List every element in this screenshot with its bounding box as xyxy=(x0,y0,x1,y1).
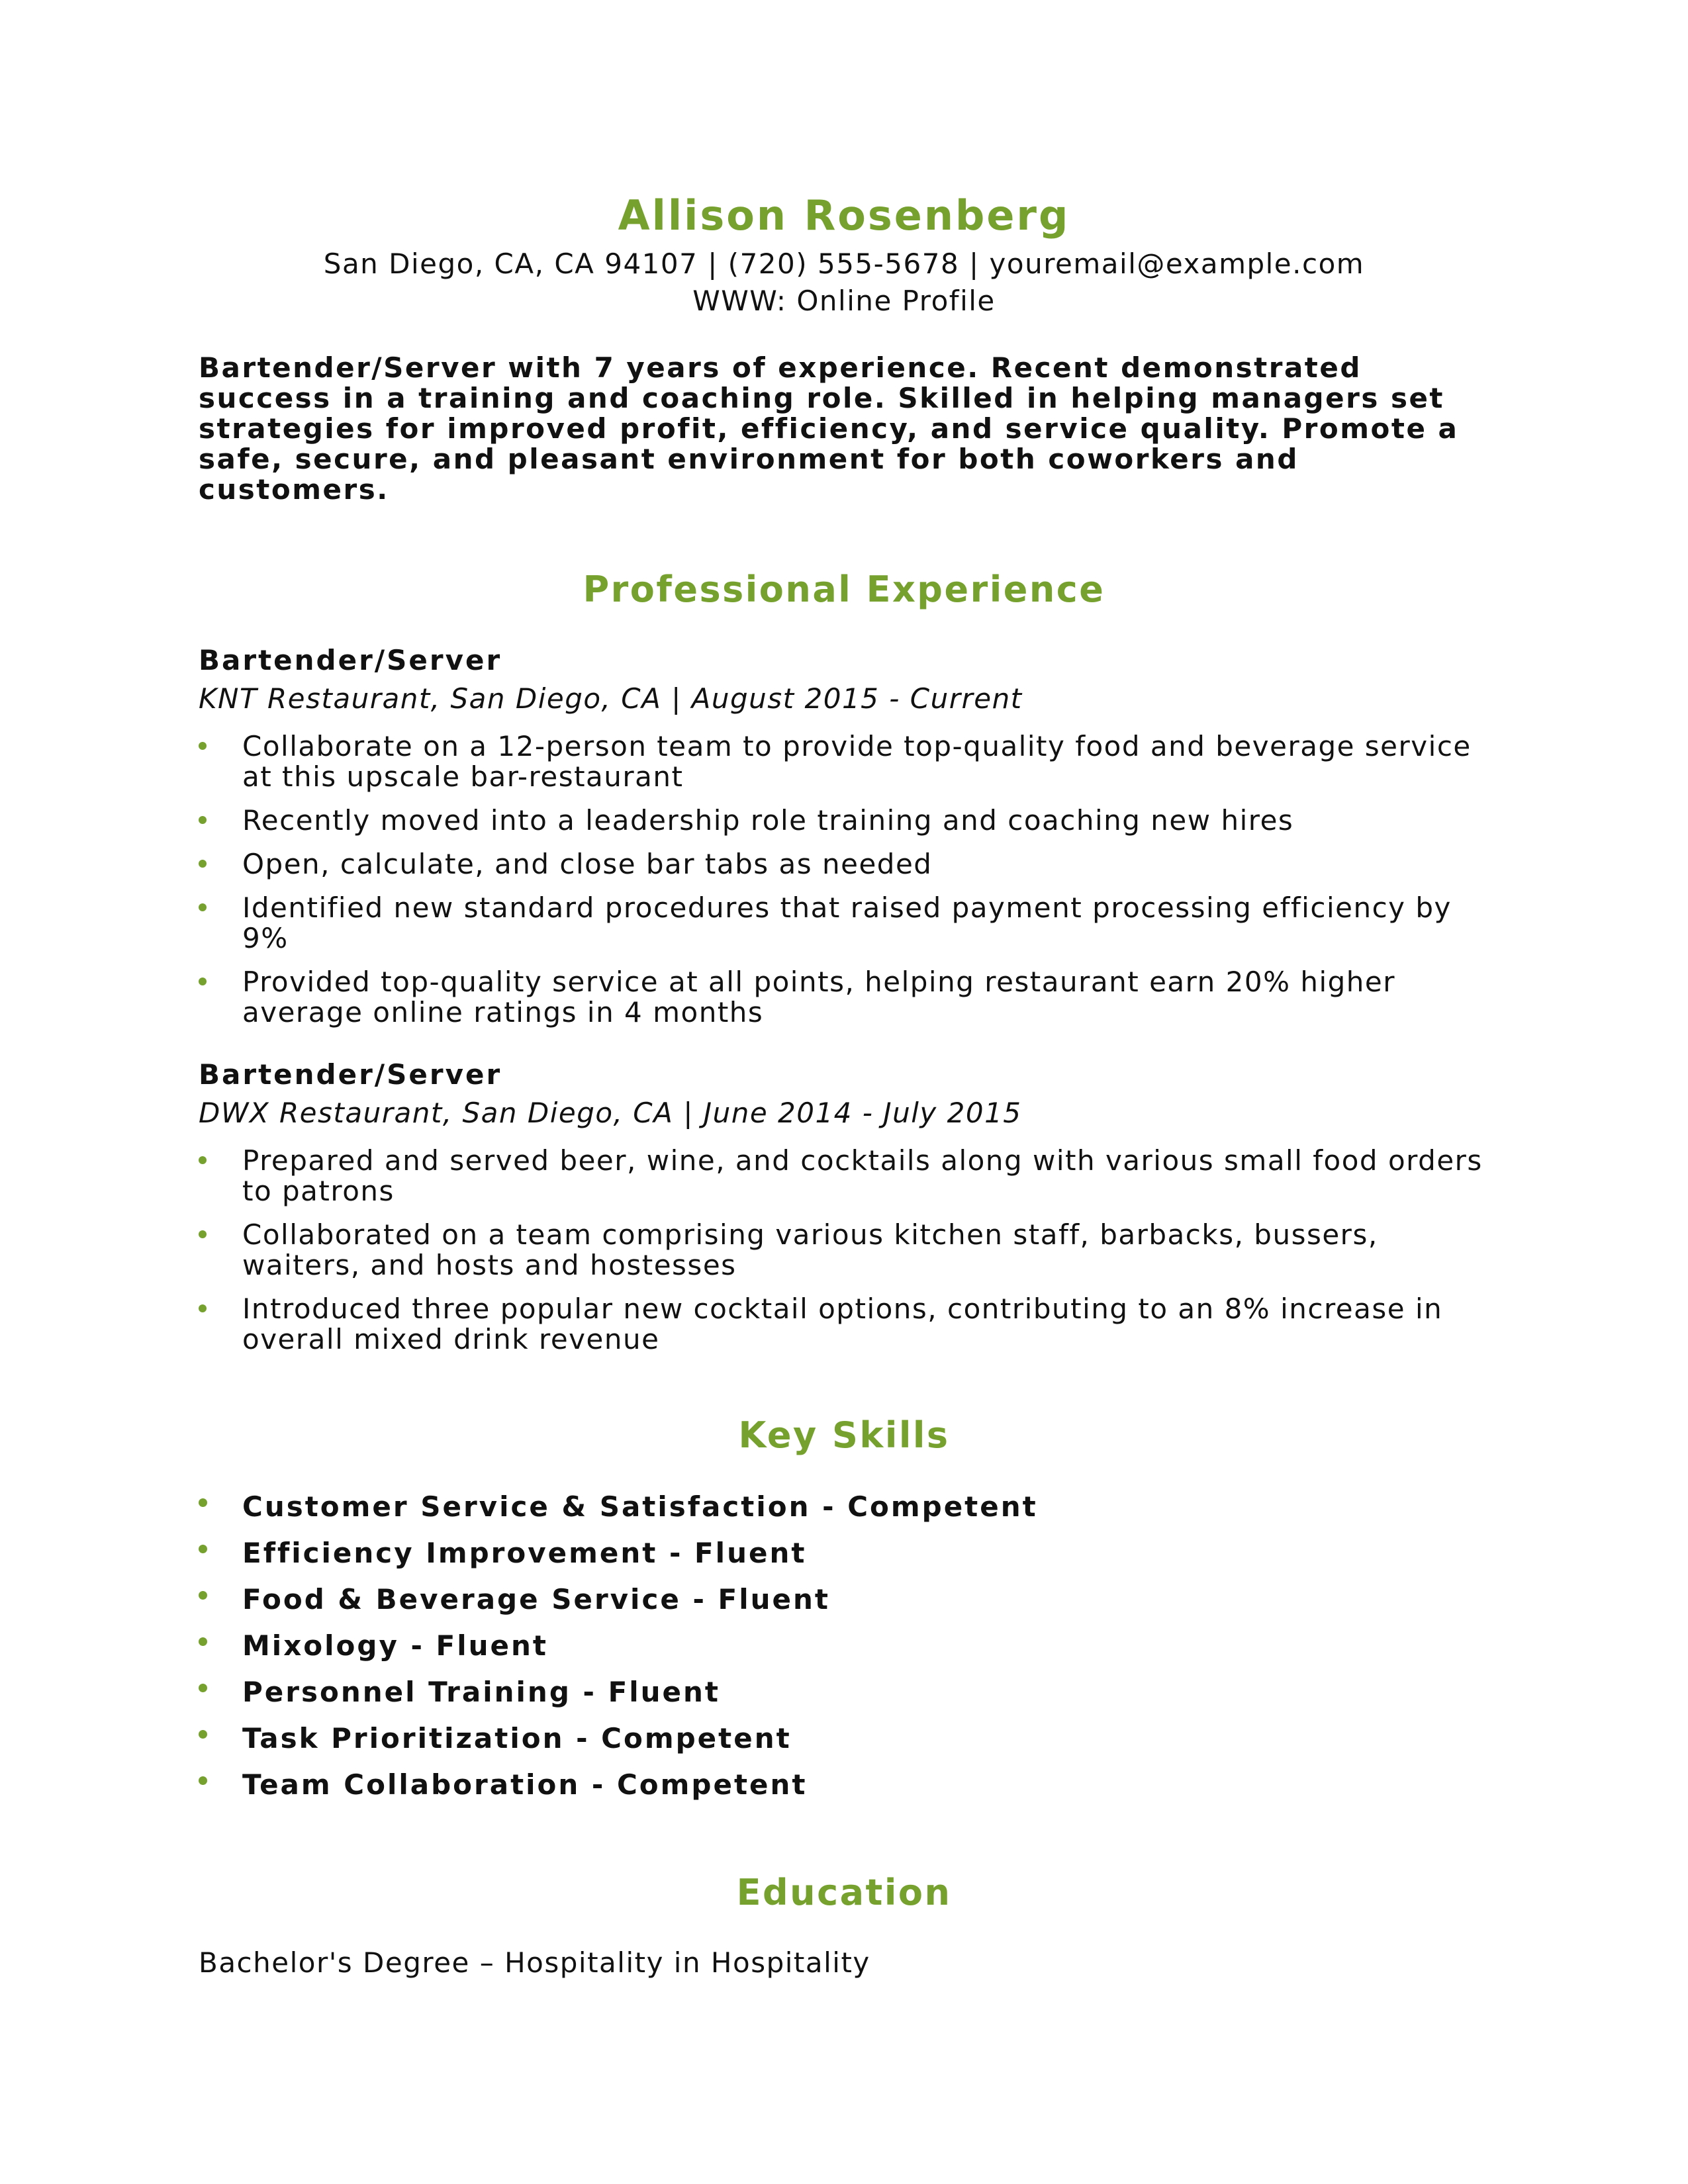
skills-list xyxy=(199,1484,1489,1808)
list-item: Identified new standard procedures that raised payment processing efficiency by 9% xyxy=(199,893,1489,954)
list-item: Recently moved into a leadership role training and coaching new hires xyxy=(199,805,1489,836)
skill-item: Food & Beverage Service - Fluent xyxy=(199,1576,1489,1623)
list-item: Prepared and served beer, wine, and cocktails along with various small food orders to patrons xyxy=(199,1146,1489,1206)
contact-info: San Diego, CA, CA 94107 | (720) 555-5678 | youremail@example.com xyxy=(323,248,1365,281)
list-item: Introduced three popular new cocktail options, contributing to an 8% increase in overall mixed drink revenue xyxy=(199,1294,1489,1355)
skill-item: Mixology - Fluent xyxy=(199,1623,1489,1669)
section-title-education: Education xyxy=(736,1871,952,1913)
skill-item: Team Collaboration - Competent xyxy=(199,1762,1489,1808)
resume-content xyxy=(199,192,1489,1981)
list-item: Collaborated on a team comprising various kitchen staff, barbacks, bussers, waiters, and hosts and hostesses xyxy=(199,1220,1489,1281)
job-employer-dates: KNT Restaurant, San Diego, CA | August 2015 - Current xyxy=(199,682,1023,715)
skill-item: Task Prioritization - Competent xyxy=(199,1715,1489,1762)
education-entry: Bachelor's Degree – Hospitality in Hospitality xyxy=(199,1946,870,1979)
job-bullets xyxy=(199,1146,1489,1355)
job-title: Bartender/Server xyxy=(199,644,502,677)
candidate-name: Allison Rosenberg xyxy=(618,191,1070,240)
job-entry xyxy=(199,1056,1489,1355)
list-item: Provided top-quality service at all points, helping restaurant earn 20% higher average online ratings in 4 months xyxy=(199,967,1489,1028)
skill-item: Customer Service & Satisfaction - Competent xyxy=(199,1484,1489,1530)
job-bullets xyxy=(199,731,1489,1028)
skill-item: Personnel Training - Fluent xyxy=(199,1669,1489,1715)
list-item: Open, calculate, and close bar tabs as needed xyxy=(199,849,1489,880)
list-item: Collaborate on a 12-person team to provide top-quality food and beverage service at this upscale bar-restaurant xyxy=(199,731,1489,792)
professional-summary: Bartender/Server with 7 years of experience. Recent demonstrated success in a training and coaching role. Skilled in helping managers set strategies for improved profit, efficiency, and service quality. Promote a safe, secure, and pleasant environment for both coworkers and customers. xyxy=(199,351,1459,506)
section-title-skills: Key Skills xyxy=(738,1414,950,1457)
job-employer-dates: DWX Restaurant, San Diego, CA | June 2014 - July 2015 xyxy=(199,1097,1022,1130)
online-profile: WWW: Online Profile xyxy=(692,285,996,318)
job-entry xyxy=(199,641,1489,1028)
skill-item: Efficiency Improvement - Fluent xyxy=(199,1530,1489,1576)
job-title: Bartender/Server xyxy=(199,1058,502,1091)
section-title-experience: Professional Experience xyxy=(583,569,1105,611)
